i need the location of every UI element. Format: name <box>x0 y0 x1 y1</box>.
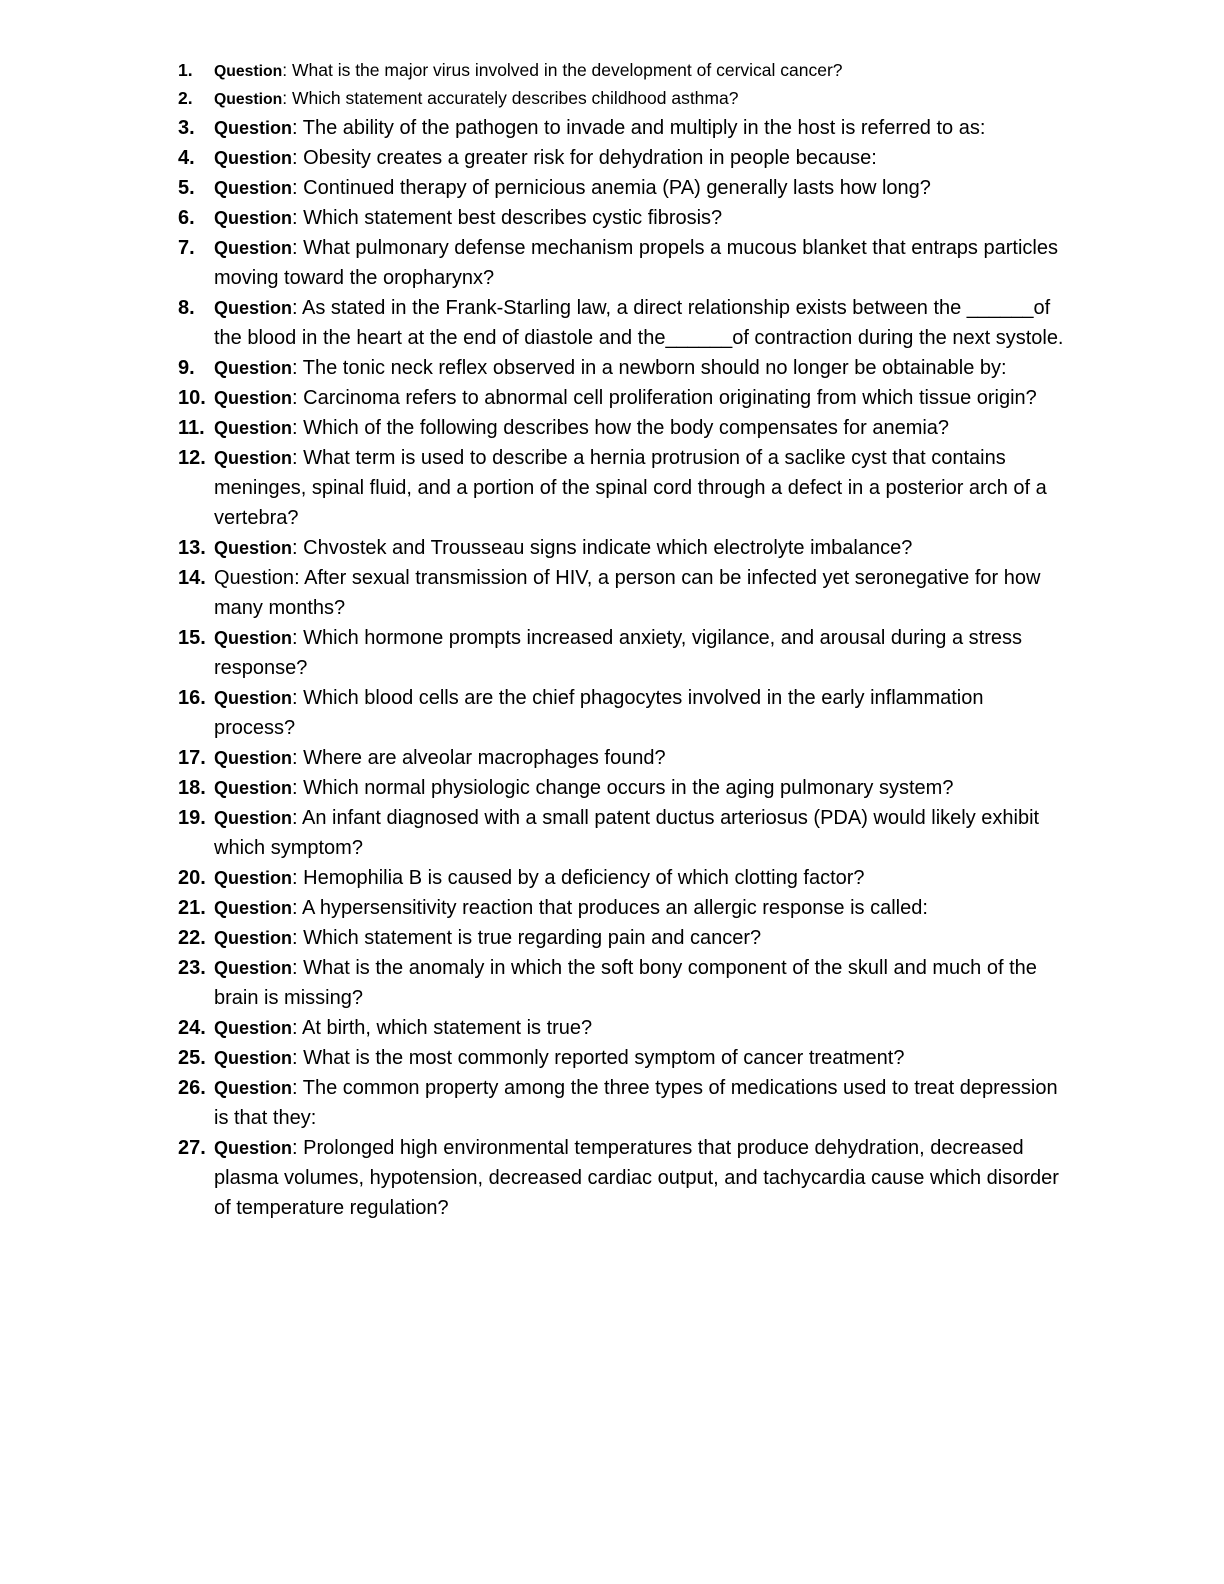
question-item <box>178 623 1068 683</box>
question-label: Question <box>214 298 293 318</box>
question-item <box>178 863 1068 893</box>
question-number: 18. <box>178 777 206 799</box>
question-number: 26. <box>178 1077 206 1099</box>
question-item <box>178 743 1068 773</box>
question-item <box>178 803 1068 863</box>
question-text: : At birth, which statement is true? <box>292 1017 593 1039</box>
question-text: : What pulmonary defense mechanism propels a mucous blanket that entraps particles moving toward the oropharynx? <box>214 237 1058 289</box>
question-number: 14. <box>178 567 206 589</box>
question-text: : A hypersensitivity reaction that produces an allergic response is called: <box>292 897 928 919</box>
question-text: : The ability of the pathogen to invade and multiply in the host is referred to as: <box>292 117 986 139</box>
question-item <box>178 57 1068 85</box>
question-text: : Which hormone prompts increased anxiety, vigilance, and arousal during a stress response? <box>214 627 1023 679</box>
question-item <box>178 923 1068 953</box>
question-number: 16. <box>178 687 206 709</box>
question-number: 5. <box>178 177 195 199</box>
question-label: Question <box>214 418 293 438</box>
question-item <box>178 113 1068 143</box>
question-label: Question <box>214 91 283 108</box>
question-text: : Which statement is true regarding pain and cancer? <box>292 927 762 949</box>
question-number: 3. <box>178 117 195 139</box>
question-label: Question <box>214 148 293 168</box>
question-number: 10. <box>178 387 206 409</box>
question-label: Question <box>214 958 293 978</box>
question-label: Question <box>214 208 293 228</box>
question-text: : Chvostek and Trousseau signs indicate which electrolyte imbalance? <box>292 537 913 559</box>
question-text: : What term is used to describe a hernia protrusion of a saclike cyst that contains meninges, spinal fluid, and a portion of the spinal cord through a defect in a posterior arch of a vertebra? <box>214 447 1047 529</box>
question-text: : What is the most commonly reported symptom of cancer treatment? <box>292 1047 905 1069</box>
question-number: 24. <box>178 1017 206 1039</box>
question-number: 20. <box>178 867 206 889</box>
question-item <box>178 1133 1068 1223</box>
question-number: 4. <box>178 147 195 169</box>
question-item <box>178 293 1068 353</box>
question-label: Question <box>214 868 293 888</box>
question-label: Question <box>214 178 293 198</box>
question-number: 1. <box>178 60 193 80</box>
question-label: Question <box>214 1018 293 1038</box>
question-text: : After sexual transmission of HIV, a person can be infected yet seronegative for how many months? <box>214 567 1041 619</box>
question-label: Question <box>214 1048 293 1068</box>
question-label: Question <box>214 928 293 948</box>
question-label: Question <box>214 628 293 648</box>
question-item <box>178 233 1068 293</box>
question-text: : What is the major virus involved in the development of cervical cancer? <box>282 60 843 80</box>
question-text: : Which statement accurately describes childhood asthma? <box>282 88 739 108</box>
question-text: : An infant diagnosed with a small patent ductus arteriosus (PDA) would likely exhibit which symptom? <box>214 807 1040 859</box>
question-number: 15. <box>178 627 206 649</box>
question-text: : The common property among the three types of medications used to treat depression is that they: <box>214 1077 1058 1129</box>
question-text: : Hemophilia B is caused by a deficiency of which clotting factor? <box>292 867 865 889</box>
question-item <box>178 203 1068 233</box>
question-label: Question <box>214 448 293 468</box>
question-item <box>178 683 1068 743</box>
question-item <box>178 413 1068 443</box>
question-number: 19. <box>178 807 206 829</box>
question-text: : What is the anomaly in which the soft bony component of the skull and much of the brain is missing? <box>214 957 1037 1009</box>
question-number: 9. <box>178 357 195 379</box>
question-number: 22. <box>178 927 206 949</box>
question-text: : Which normal physiologic change occurs in the aging pulmonary system? <box>292 777 954 799</box>
question-number: 7. <box>178 237 195 259</box>
question-label: Question <box>214 808 293 828</box>
question-text: : Which of the following describes how the body compensates for anemia? <box>292 417 950 439</box>
question-text: : Which blood cells are the chief phagocytes involved in the early inflammation process? <box>214 687 984 739</box>
question-item <box>178 1043 1068 1073</box>
question-number: 25. <box>178 1047 206 1069</box>
question-label: Question <box>214 1138 293 1158</box>
question-number: 23. <box>178 957 206 979</box>
question-label: Question <box>214 63 283 80</box>
question-number: 12. <box>178 447 206 469</box>
question-label: Question <box>214 118 293 138</box>
question-label: Question <box>214 898 293 918</box>
question-item <box>178 773 1068 803</box>
question-text: : Obesity creates a greater risk for dehydration in people because: <box>292 147 877 169</box>
question-number: 6. <box>178 207 195 229</box>
question-item <box>178 353 1068 383</box>
question-text: : Continued therapy of pernicious anemia (PA) generally lasts how long? <box>292 177 931 199</box>
question-text: : The tonic neck reflex observed in a newborn should no longer be obtainable by: <box>292 357 1007 379</box>
question-item <box>178 443 1068 533</box>
question-label: Question <box>214 748 293 768</box>
question-number: 8. <box>178 297 195 319</box>
question-label: Question <box>214 538 293 558</box>
question-item <box>178 173 1068 203</box>
question-text: : Where are alveolar macrophages found? <box>292 747 666 769</box>
question-number: 11. <box>178 417 205 439</box>
question-label: Question <box>214 358 293 378</box>
question-text: : Carcinoma refers to abnormal cell proliferation originating from which tissue origin? <box>292 387 1037 409</box>
question-label: Question <box>214 238 293 258</box>
question-item <box>178 1073 1068 1133</box>
question-label: Question <box>214 1078 293 1098</box>
question-list <box>178 57 1068 1223</box>
question-item <box>178 893 1068 923</box>
question-number: 21. <box>178 897 206 919</box>
question-text: : Prolonged high environmental temperatures that produce dehydration, decreased plasma volumes, hypotension, decreased cardiac output, and tachycardia cause which disorder of temperature regulation? <box>214 1137 1059 1219</box>
question-label: Question <box>214 388 293 408</box>
question-item <box>178 1013 1068 1043</box>
question-item <box>178 143 1068 173</box>
question-item <box>178 383 1068 413</box>
question-number: 2. <box>178 88 193 108</box>
question-number: 17. <box>178 747 206 769</box>
question-label: Question <box>214 778 293 798</box>
question-item <box>178 953 1068 1013</box>
question-text: : As stated in the Frank-Starling law, a direct relationship exists between the ______of the blood in the heart at the end of diastole and the______of contraction during the next systole. <box>214 297 1064 349</box>
question-item <box>178 533 1068 563</box>
question-number: 27. <box>178 1137 206 1159</box>
question-number: 13. <box>178 537 206 559</box>
question-text: : Which statement best describes cystic fibrosis? <box>292 207 723 229</box>
question-item <box>178 85 1068 113</box>
question-label: Question <box>214 688 293 708</box>
question-item <box>178 563 1068 623</box>
question-label: Question <box>214 567 295 589</box>
